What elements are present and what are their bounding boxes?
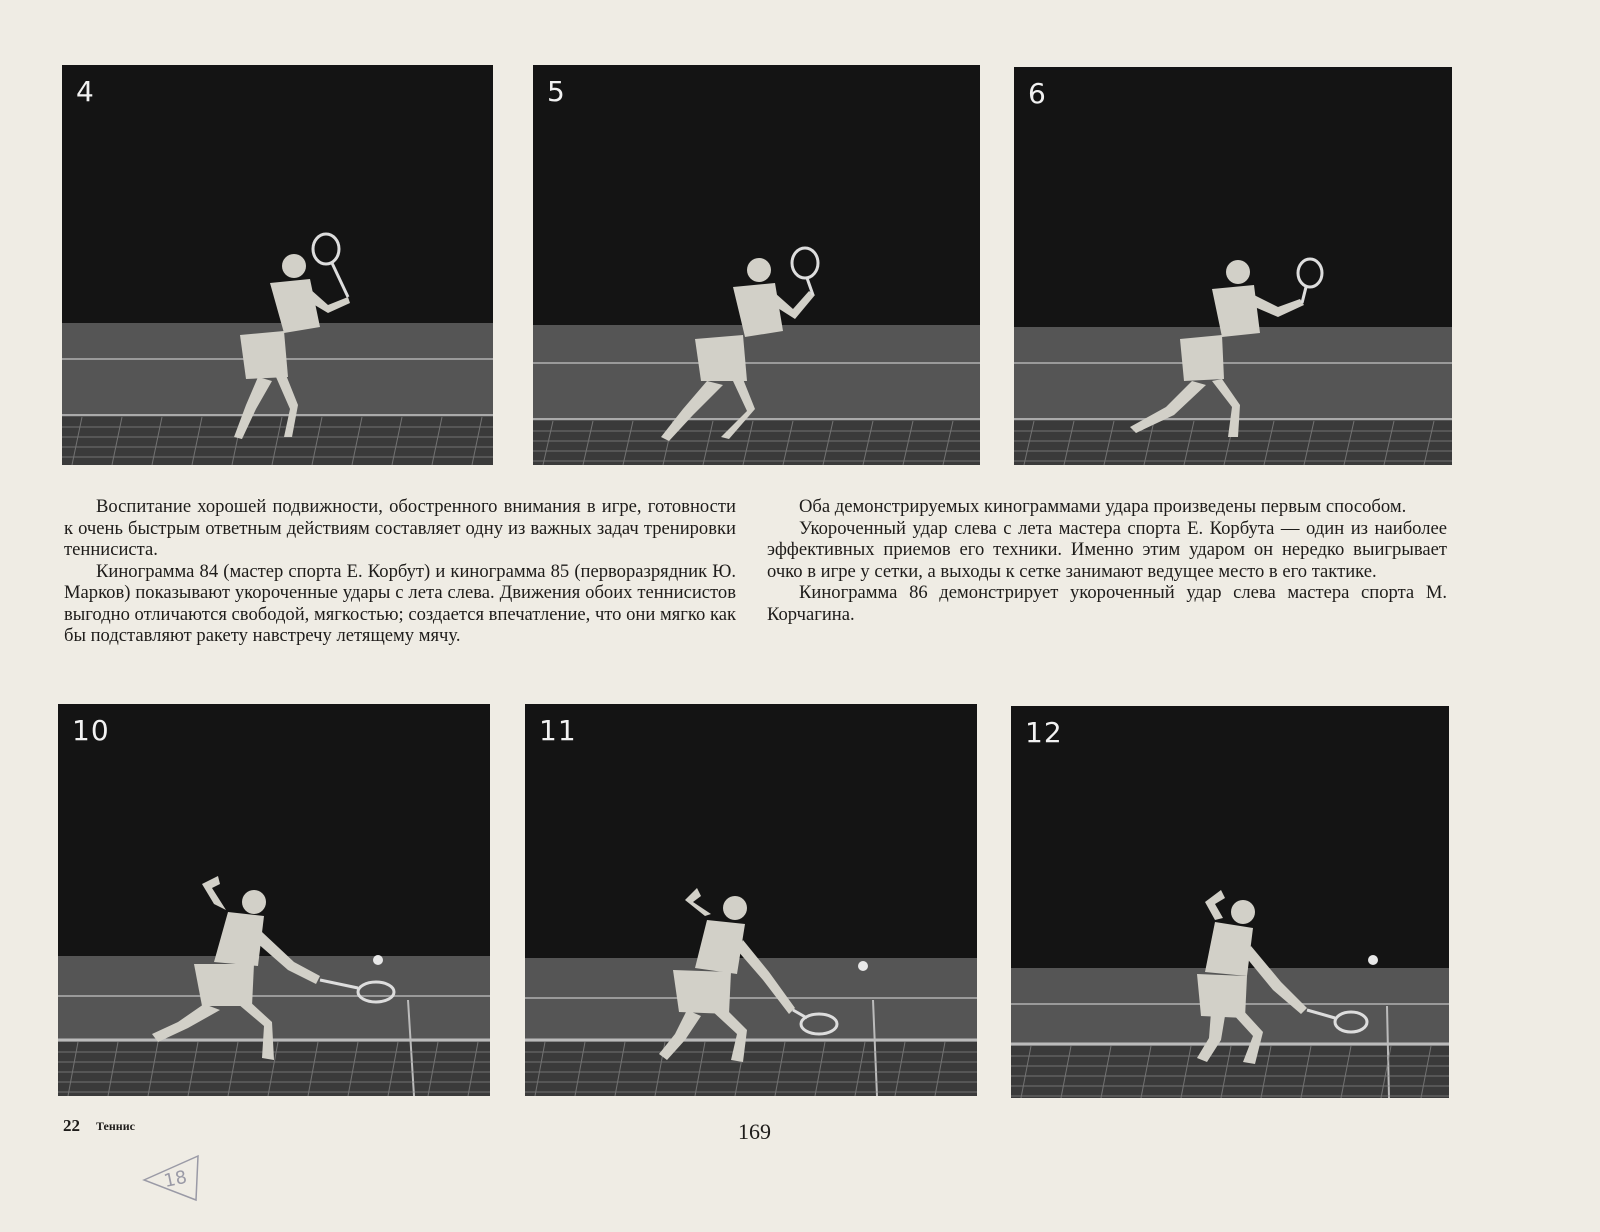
text-column-right bbox=[767, 496, 1447, 625]
frame-number: 11 bbox=[539, 714, 577, 747]
frame-number: 5 bbox=[547, 75, 566, 108]
frame-number: 10 bbox=[72, 714, 110, 747]
paragraph: Укороченный удар слева с лета мастера спорта Е. Корбута — один из наиболее эффективных приемов его техники. Именно этим ударом он нередко выигрывает очко в игре у сетки, а выходы к сетке занимают ведущее место в его тактике. bbox=[767, 517, 1447, 582]
tennis-player-photo bbox=[58, 704, 490, 1096]
photo-frame-4 bbox=[62, 65, 493, 465]
paragraph: Оба демонстрируемых кинограммами удара произведены первым способом. bbox=[799, 496, 1407, 517]
signature-title: Теннис bbox=[96, 1119, 135, 1133]
text-column-left bbox=[64, 496, 736, 647]
tennis-player-photo bbox=[525, 704, 977, 1096]
tennis-player-photo bbox=[1014, 67, 1452, 465]
paragraph: Воспитание хорошей подвижности, обостренного внимания в игре, готовности к очень быстрым ответным действиям составляет одну из важных задач тренировки теннисиста. bbox=[64, 496, 736, 560]
photo-frame-12 bbox=[1011, 706, 1449, 1098]
stamp-number: 18 bbox=[162, 1166, 189, 1193]
frame-number: 4 bbox=[76, 75, 95, 108]
frame-number: 12 bbox=[1025, 716, 1063, 749]
photo-frame-5 bbox=[533, 65, 980, 465]
stamp-mark bbox=[140, 1150, 204, 1204]
tennis-player-photo bbox=[533, 65, 980, 465]
paragraph: Кинограмма 84 (мастер спорта Е. Корбут) и кинограмма 85 (перворазрядник Ю. Марков) показывают укороченные удары с лета слева. Движения обоих теннисистов выгодно отличаются свободой, мягкостью; создается впечатление, что они мягко как бы подставляют ракету навстречу летящему мячу. bbox=[64, 560, 736, 646]
signature-number: 22 bbox=[63, 1116, 80, 1135]
tennis-player-photo bbox=[62, 65, 493, 465]
tennis-player-photo bbox=[1011, 706, 1449, 1098]
paragraph: Кинограмма 86 демонстрирует укороченный удар слева мастера спорта М. Корчагина. bbox=[767, 582, 1447, 625]
page-number: 169 bbox=[738, 1119, 771, 1144]
photo-frame-11 bbox=[525, 704, 977, 1096]
photo-frame-10 bbox=[58, 704, 490, 1096]
photo-frame-6 bbox=[1014, 67, 1452, 465]
frame-number: 6 bbox=[1028, 77, 1047, 110]
